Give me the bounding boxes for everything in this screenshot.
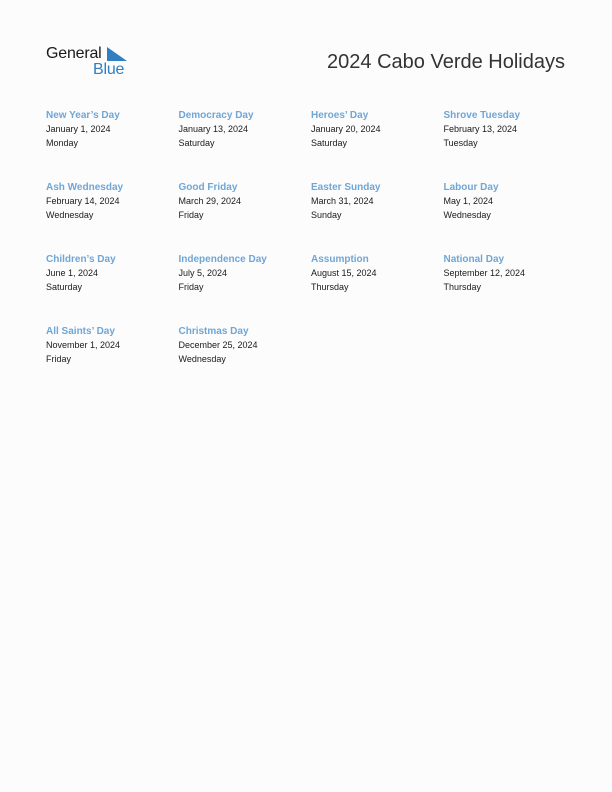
holiday-weekday: Friday bbox=[46, 354, 72, 364]
holiday-name: Good Friday bbox=[178, 182, 238, 193]
holiday-entry bbox=[179, 325, 312, 397]
brand-logo bbox=[46, 44, 136, 80]
holiday-entry bbox=[46, 253, 179, 325]
holiday-date: September 12, 2024 bbox=[443, 268, 526, 278]
holiday-weekday: Saturday bbox=[311, 138, 348, 148]
holiday-row bbox=[46, 181, 576, 253]
holiday-grid bbox=[46, 109, 576, 397]
holiday-weekday: Thursday bbox=[443, 282, 482, 292]
holiday-weekday: Wednesday bbox=[46, 210, 94, 220]
holiday-date: January 13, 2024 bbox=[178, 124, 249, 134]
holiday-date: March 29, 2024 bbox=[178, 196, 242, 206]
holiday-name: Christmas Day bbox=[178, 326, 249, 337]
holiday-weekday: Saturday bbox=[46, 282, 83, 292]
holiday-weekday: Wednesday bbox=[443, 210, 491, 220]
holiday-weekday: Monday bbox=[46, 138, 79, 148]
holiday-name: National Day bbox=[443, 254, 505, 265]
holiday-weekday: Friday bbox=[178, 282, 204, 292]
holiday-date: January 20, 2024 bbox=[311, 124, 381, 134]
holiday-entry bbox=[444, 253, 577, 325]
holiday-date: May 1, 2024 bbox=[443, 196, 494, 206]
holiday-entry bbox=[46, 325, 179, 397]
logo-word-blue: Blue bbox=[93, 61, 125, 78]
holiday-date: February 14, 2024 bbox=[46, 196, 120, 206]
holiday-name: Ash Wednesday bbox=[46, 182, 124, 193]
holiday-name: New Year’s Day bbox=[46, 110, 120, 121]
holiday-weekday: Sunday bbox=[311, 210, 342, 220]
holiday-date: August 15, 2024 bbox=[311, 268, 377, 278]
holiday-row bbox=[46, 253, 576, 325]
holiday-weekday: Tuesday bbox=[443, 138, 478, 148]
holiday-name: Children’s Day bbox=[46, 254, 116, 265]
holiday-entry bbox=[179, 181, 312, 253]
holiday-row bbox=[46, 109, 576, 181]
holiday-date: June 1, 2024 bbox=[46, 268, 99, 278]
holiday-name: Shrove Tuesday bbox=[443, 110, 521, 121]
holiday-entry bbox=[179, 109, 312, 181]
holiday-weekday: Thursday bbox=[311, 282, 349, 292]
holiday-date: December 25, 2024 bbox=[178, 340, 258, 350]
holiday-name: Independence Day bbox=[178, 254, 267, 265]
holiday-name: Democracy Day bbox=[178, 110, 254, 121]
holiday-entry bbox=[444, 181, 577, 253]
logo-word-general: General bbox=[46, 45, 102, 62]
holiday-date: January 1, 2024 bbox=[46, 124, 111, 134]
holiday-date: November 1, 2024 bbox=[46, 340, 121, 350]
holiday-date: July 5, 2024 bbox=[178, 268, 228, 278]
holiday-entry bbox=[311, 181, 444, 253]
holiday-entry bbox=[46, 109, 179, 181]
holiday-weekday: Saturday bbox=[178, 138, 215, 148]
holiday-entry bbox=[311, 109, 444, 181]
holiday-name: Labour Day bbox=[443, 182, 499, 193]
holiday-name: Assumption bbox=[311, 254, 369, 265]
holiday-date: February 13, 2024 bbox=[443, 124, 518, 134]
logo-triangle-icon bbox=[107, 47, 127, 61]
holiday-entry bbox=[46, 181, 179, 253]
holiday-row bbox=[46, 325, 576, 397]
holiday-entry bbox=[311, 253, 444, 325]
holiday-weekday: Friday bbox=[178, 210, 204, 220]
holiday-name: Heroes’ Day bbox=[311, 110, 369, 121]
holiday-weekday: Wednesday bbox=[178, 354, 226, 364]
holiday-entry bbox=[444, 109, 577, 181]
page-title: 2024 Cabo Verde Holidays bbox=[327, 51, 565, 73]
holiday-entry bbox=[179, 253, 312, 325]
holiday-name: All Saints’ Day bbox=[46, 326, 115, 337]
holiday-date: March 31, 2024 bbox=[311, 196, 374, 206]
holiday-name: Easter Sunday bbox=[311, 182, 381, 193]
